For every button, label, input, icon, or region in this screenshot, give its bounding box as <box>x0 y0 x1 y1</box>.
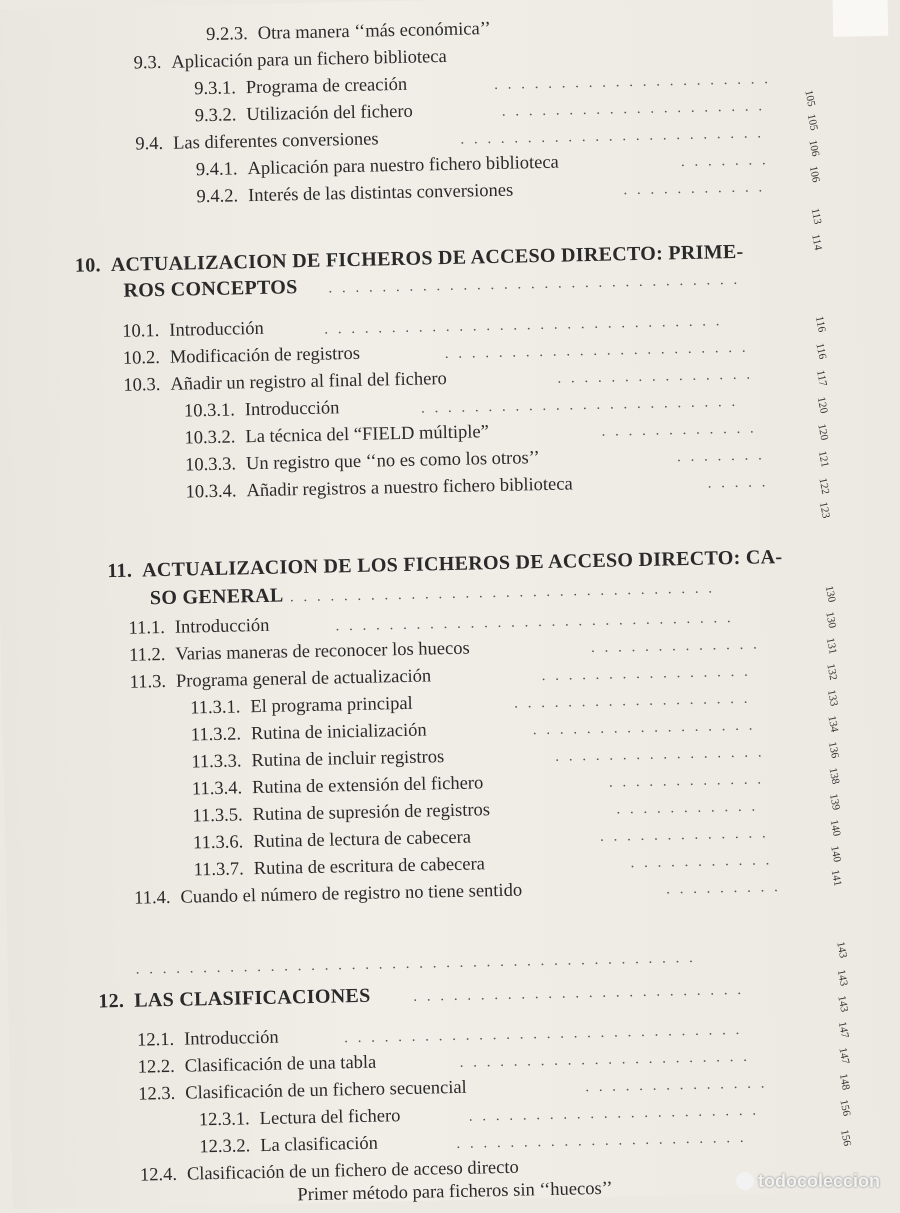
leader-dots: . . . . . . . <box>676 447 765 466</box>
leader-dots: . . . . . . . . . . . . . . . . . . . . . . . <box>444 339 749 363</box>
leader-dots: . . . . . . . . . . . . . . . . . . . . . . . . . . . . . . . <box>328 271 741 297</box>
page-number: 138 <box>826 766 842 786</box>
page-number: 116 <box>813 342 829 361</box>
leader-dots: . . . . . . . . . . . . . . . . . <box>532 717 756 739</box>
section-title: Introducción <box>244 398 340 421</box>
chapter-heading-cont <box>150 583 284 610</box>
toc-entry <box>185 472 573 504</box>
section-title: Utilización del fichero <box>246 101 414 126</box>
page-number: 121 <box>815 449 831 469</box>
leader-dots: . . . . . . . . . . . . <box>608 771 765 791</box>
toc-entry <box>196 179 513 210</box>
page-number: 116 <box>812 315 828 334</box>
page-number: 156 <box>837 1098 853 1118</box>
section-number: 11.4. <box>133 887 171 909</box>
leader-dots: . . . . . . . . . . . <box>616 798 759 818</box>
toc-entry <box>134 879 522 911</box>
toc-entry <box>184 420 489 450</box>
toc-entry <box>199 1132 378 1160</box>
leader-dots: . . . . . . . . . . . . . . . . . . . . . <box>494 71 772 93</box>
page-number: 130 <box>822 584 838 604</box>
toc-entry <box>192 771 484 801</box>
section-number: 11.3.3. <box>191 751 242 773</box>
section-number: 11.3.4. <box>191 778 243 800</box>
toc-entry <box>185 446 540 477</box>
chapter-title: LAS CLASIFICACIONES <box>133 984 371 1012</box>
toc-entry <box>193 852 485 882</box>
section-title: Primer método para ficheros sin ‘‘huecos’’ <box>297 1178 613 1206</box>
page-number: 114 <box>809 233 825 252</box>
section-title: Un registro que ‘‘no es como los otros’’ <box>245 448 540 475</box>
section-number: 9.4.1. <box>195 159 238 181</box>
leader-dots: . . . . . . . . . . . . . . . . . . . . . . . . <box>420 393 739 417</box>
section-number: 10.2. <box>122 348 161 369</box>
section-number: 11.3.2. <box>190 724 242 746</box>
section-title: Clasificación de un fichero secuencial <box>185 1077 467 1104</box>
section-title: Aplicación para un fichero biblioteca <box>171 46 447 73</box>
toc-entry <box>196 151 559 183</box>
page-number: 117 <box>814 369 829 388</box>
page-number: 132 <box>824 662 840 682</box>
section-title: Añadir un registro al final del fichero <box>170 369 447 395</box>
chapter-title: SO GENERAL <box>149 584 284 610</box>
leader-dots: . . . . . . . . . . . . <box>601 420 757 440</box>
page-number: 130 <box>823 610 839 630</box>
section-number: 10.3. <box>123 375 161 396</box>
leader-dots: . . . . . . . . . . . . . . . . . . . . . . <box>459 1048 751 1071</box>
chapter-title: ACTUALIZACION DE FICHEROS DE ACCESO DIRECTO: PRIME- <box>110 240 744 277</box>
page-number: 143 <box>835 994 851 1014</box>
leader-dots: . . . . . . . . . . . . . . . . . . . . . . . . . . . . . . <box>324 313 723 338</box>
section-number: 10.3.1. <box>183 400 236 422</box>
section-title: Introducción <box>183 1027 279 1050</box>
page-number: 133 <box>824 688 840 708</box>
section-number: 11.3.7. <box>193 859 245 881</box>
section-number: 11.2. <box>128 644 166 666</box>
section-number: 9.3.2. <box>194 105 237 127</box>
leader-dots: . . . . . . . . . . . <box>630 852 773 872</box>
leader-dots: . . . . . . . . . . . . . <box>590 636 760 657</box>
section-title: Otra manera ‘‘más económica’’ <box>257 19 491 44</box>
chapter-heading <box>107 545 782 583</box>
section-title: Clasificación de un fichero de acceso directo <box>186 1157 519 1185</box>
toc-entry <box>129 637 470 668</box>
page-number: 148 <box>836 1072 852 1092</box>
chapter-title: ROS CONCEPTOS <box>123 276 298 302</box>
leader-dots: . . . . . . . . . . . . . . <box>585 1075 768 1096</box>
toc-entry <box>195 100 414 129</box>
section-title: La clasificación <box>260 1133 379 1157</box>
section-number: 12.3. <box>138 1083 176 1105</box>
section-title: El programa principal <box>250 693 413 718</box>
page-number: 113 <box>808 207 824 226</box>
section-title: Rutina de lectura de cabecera <box>253 827 472 853</box>
toc-entry <box>192 798 490 828</box>
section-title: Varias maneras de reconocer los huecos <box>175 638 470 665</box>
section-number: 11.3. <box>129 671 167 693</box>
leader-dots: . . . . . <box>707 474 769 492</box>
page-corner <box>832 0 888 37</box>
toc-entry <box>135 127 379 156</box>
section-title: Introducción <box>169 318 265 341</box>
page-number: 147 <box>836 1046 852 1066</box>
leader-dots: . . . . . . . . . . . . . . . . . . . . . . . . . . . . . . . . <box>289 580 716 606</box>
section-title: Las diferentes conversiones <box>172 129 379 154</box>
section-number: 11.3.6. <box>192 832 244 854</box>
section-number: 12.2. <box>137 1056 175 1078</box>
page-number: 143 <box>834 940 850 960</box>
section-number: 9.4.2. <box>196 186 239 208</box>
section-title: Clasificación de una tabla <box>184 1052 377 1077</box>
section-number: 12.4. <box>139 1164 178 1186</box>
page-number: 136 <box>825 740 841 760</box>
leader-dots: . . . . . . . . . . . . . . . . . . . . . . . . . <box>413 981 745 1005</box>
page-number: 105 <box>804 113 820 132</box>
page-number: 122 <box>816 476 832 496</box>
section-number: 9.4. <box>135 133 164 155</box>
section-title: Lectura del fichero <box>259 1106 401 1130</box>
chapter-heading <box>98 984 371 1014</box>
leader-dots: . . . . . . . . . . . . . . . . . . . . . . . <box>460 125 765 148</box>
section-number: 11.3.5. <box>192 805 243 827</box>
leader-dots: . . . . . . . . . . . . . . . . . . . . <box>501 98 766 120</box>
section-title: Rutina de escritura de cabecera <box>253 854 486 880</box>
toc-entry <box>123 342 361 371</box>
section-title: Interés de las distintas conversiones <box>247 180 514 207</box>
toc-entry <box>191 745 444 774</box>
toc-entry <box>133 45 447 76</box>
section-number: 10.1. <box>122 321 160 342</box>
section-number: 12.1. <box>136 1029 175 1051</box>
leader-dots: . . . . . . . . . . . . . <box>599 825 769 845</box>
toc-entry <box>184 396 340 423</box>
page-number: 134 <box>825 714 841 734</box>
chapter-number: 11. <box>107 559 133 583</box>
toc-entry <box>122 317 264 344</box>
toc-entry <box>199 1104 401 1132</box>
section-number: 10.3.2. <box>184 427 236 449</box>
page-number: 131 <box>823 636 839 656</box>
leader-dots: . . . . . . . . . . . . . . . . <box>541 663 751 685</box>
page-number: 106 <box>806 139 822 158</box>
section-number: 12.3.1. <box>198 1109 250 1131</box>
toc-entry <box>128 614 269 641</box>
section-number: 12.3.2. <box>199 1136 251 1158</box>
leader-dots: . . . . . . . . . . . . . . . <box>557 366 754 387</box>
section-title: Programa de creación <box>245 74 408 99</box>
section-title: Rutina de inicialización <box>250 720 427 745</box>
leader-dots: . . . . . . . . . . . . . . . . . . . . . . . . . . . . . . . . . . . . . . . . . . <box>135 949 696 978</box>
page-number: 140 <box>828 844 844 864</box>
page-number: 123 <box>816 500 832 520</box>
section-number: 11.1. <box>128 617 166 639</box>
chapter-number: 12. <box>98 989 125 1013</box>
leader-dots: . . . . . . . . . . . . . . . . . . . . . . . . . . . . . . <box>335 610 734 635</box>
section-title: Modificación de registros <box>169 343 361 368</box>
watermark-logo-icon <box>736 1172 754 1190</box>
toc-entry <box>138 1076 467 1107</box>
leader-dots: . . . . . . . . . . . . . . . . . . . . . . . . . . . . . . <box>343 1021 743 1047</box>
chapter-number: 10. <box>74 254 102 277</box>
toc-entry <box>193 826 471 856</box>
section-title: Aplicación para nuestro fichero biblioteca <box>247 152 559 180</box>
leader-dots: . . . . . . . <box>680 152 769 171</box>
section-number: 9.3.1. <box>194 78 237 100</box>
toc-entry <box>123 367 447 398</box>
section-title: Cuando el número de registro no tiene sentido <box>180 880 523 908</box>
toc-entry <box>191 719 427 748</box>
toc-entry <box>194 73 407 101</box>
page-number: 120 <box>815 422 831 442</box>
watermark <box>736 1171 880 1192</box>
leader-dots: . . . . . . . . . . . <box>623 179 766 199</box>
page-number: 141 <box>828 868 844 888</box>
chapter-heading <box>75 240 744 278</box>
page-number: 140 <box>827 818 843 838</box>
section-title: Añadir registros a nuestro fichero biblioteca <box>246 474 573 502</box>
section-number: 9.3. <box>133 52 162 74</box>
chapter-heading-cont <box>123 275 298 303</box>
leader-dots: . . . . . . . . . . . . . . . . <box>555 744 765 765</box>
section-number: 10.3.3. <box>184 454 237 476</box>
page-number: 147 <box>835 1020 851 1040</box>
page-number: 143 <box>834 968 850 988</box>
leader-dots: . . . . . . . . . . . . . . . . . . <box>514 690 751 712</box>
toc-entry <box>137 1051 376 1080</box>
page-number: 156 <box>838 1128 854 1148</box>
page-number: 139 <box>827 792 843 812</box>
section-title: Rutina de supresión de registros <box>252 800 491 826</box>
toc-entry <box>137 1026 279 1053</box>
toc-entry <box>206 17 491 47</box>
watermark-text: todocoleccion <box>757 1171 880 1191</box>
toc-entry <box>190 692 413 721</box>
toc-entry <box>129 664 431 694</box>
section-title: Programa general de actualización <box>175 666 432 692</box>
leader-dots: . . . . . . . . . . . . . . . . . . . . . . <box>468 1102 760 1125</box>
leader-dots: . . . . . . . . . <box>665 879 782 898</box>
page-number: 120 <box>814 395 830 415</box>
section-title: La técnica del “FIELD múltiple” <box>245 422 490 448</box>
section-title: Introducción <box>174 615 270 638</box>
section-number: 10.3.4. <box>185 481 237 503</box>
page-number: 105 <box>802 89 818 108</box>
section-number: 11.3.1. <box>190 697 241 719</box>
chapter-title: ACTUALIZACION DE LOS FICHEROS DE ACCESO DIRECTO: CA- <box>141 546 783 582</box>
section-number: 9.2.3. <box>205 24 248 45</box>
leader-dots: . . . . . . . . . . . . . . . . . . . . . . <box>456 1129 747 1152</box>
section-title: Rutina de incluir registros <box>251 747 445 772</box>
section-title: Rutina de extensión del fichero <box>251 773 484 799</box>
page-number: 106 <box>806 165 822 184</box>
